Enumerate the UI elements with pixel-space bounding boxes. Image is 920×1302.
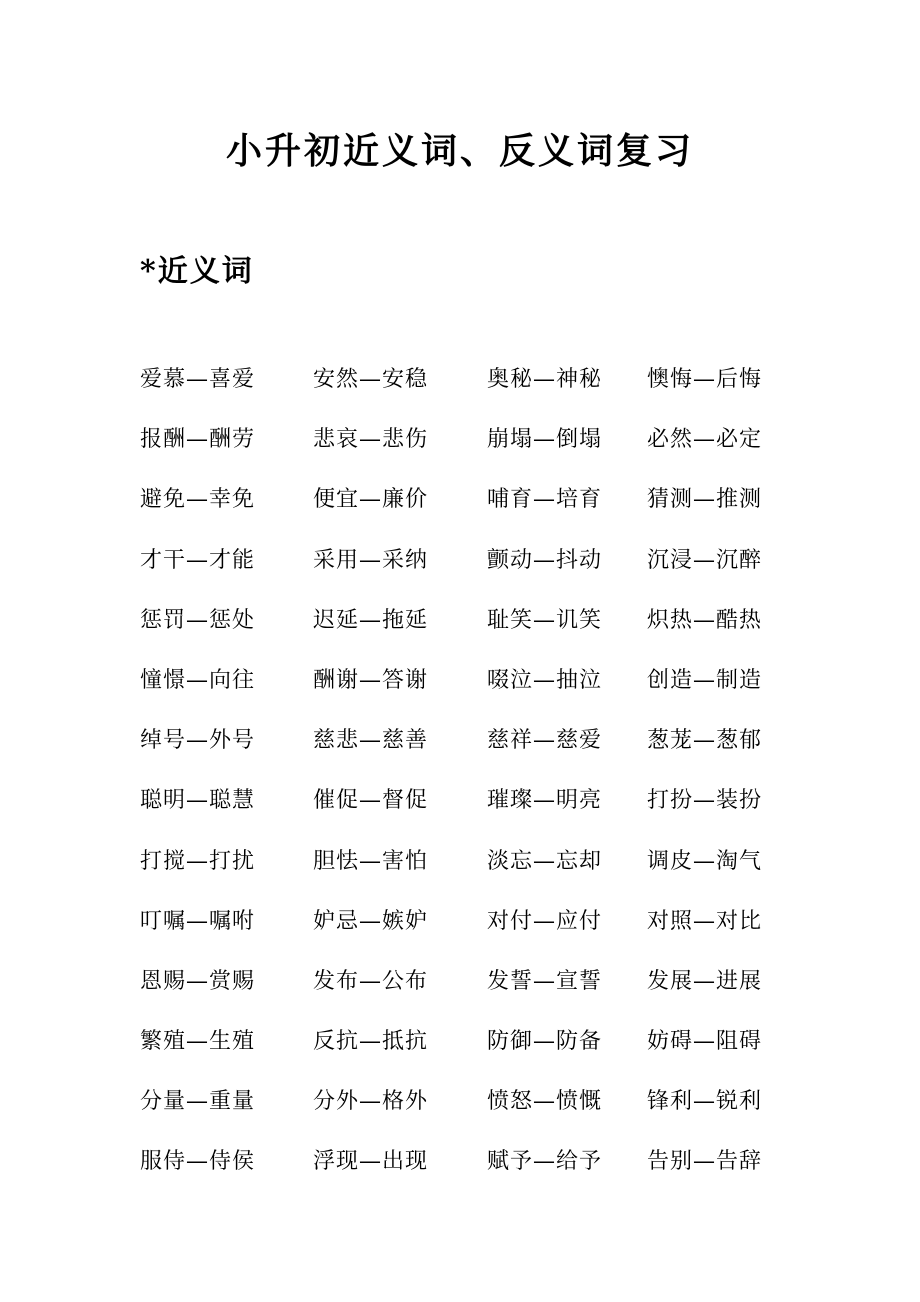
word-row — [140, 1082, 840, 1142]
word-row — [140, 842, 840, 902]
synonym-pair: 分外—格外 — [313, 1089, 429, 1115]
synonym-pair: 奥秘—神秘 — [487, 367, 603, 392]
synonym-pair: 愤怒—愤慨 — [487, 1089, 603, 1115]
synonym-pair: 悲哀—悲伤 — [313, 427, 429, 453]
synonym-pair: 防御—防备 — [487, 1029, 603, 1055]
synonym-pair: 服侍—侍侯 — [140, 1149, 256, 1175]
synonym-pair: 葱茏—葱郁 — [647, 728, 763, 754]
synonym-pair: 崩塌—倒塌 — [487, 427, 603, 453]
word-row — [140, 781, 840, 841]
synonym-pair: 必然—必定 — [647, 427, 763, 453]
synonym-pair: 恩赐—赏赐 — [140, 968, 256, 994]
synonym-pair: 猜测—推测 — [647, 487, 763, 513]
synonym-pair: 赋予—给予 — [487, 1149, 603, 1175]
synonym-pair: 惩罚—惩处 — [140, 607, 256, 633]
section-heading-synonyms: *近义词 — [140, 254, 254, 289]
synonym-pair: 锋利—锐利 — [647, 1089, 763, 1115]
synonym-pair: 炽热—酷热 — [647, 607, 763, 633]
synonym-pair: 报酬—酬劳 — [140, 427, 256, 453]
synonym-pair: 对付—应付 — [487, 908, 603, 934]
synonym-pair: 创造—制造 — [647, 667, 763, 693]
synonym-pair: 哺育—培育 — [487, 487, 603, 513]
synonym-pair: 慈祥—慈爱 — [487, 728, 603, 754]
word-row — [140, 721, 840, 781]
synonym-pair: 颤动—抖动 — [487, 547, 603, 573]
word-row — [140, 541, 840, 601]
synonym-pair: 反抗—抵抗 — [313, 1029, 429, 1055]
word-row — [140, 480, 840, 540]
synonym-pair: 浮现—出现 — [313, 1149, 429, 1175]
synonym-pair: 安然—安稳 — [313, 367, 429, 392]
synonym-pair: 爱慕—喜爱 — [140, 367, 256, 392]
word-row — [140, 661, 840, 721]
word-row — [140, 420, 840, 480]
word-row — [140, 601, 840, 661]
synonym-pair: 催促—督促 — [313, 788, 429, 814]
word-row — [140, 1022, 840, 1082]
synonym-pair: 繁殖—生殖 — [140, 1029, 256, 1055]
synonym-pair: 采用—采纳 — [313, 547, 429, 573]
synonym-pair: 啜泣—抽泣 — [487, 667, 603, 693]
synonym-pair: 酬谢—答谢 — [313, 667, 429, 693]
synonym-pair: 淡忘—忘却 — [487, 848, 603, 874]
synonym-pair: 聪明—聪慧 — [140, 788, 256, 814]
synonym-pair: 对照—对比 — [647, 908, 763, 934]
synonym-word-grid — [140, 360, 840, 1203]
synonym-pair: 避免—幸免 — [140, 487, 256, 513]
word-row — [140, 360, 840, 420]
page-title: 小升初近义词、反义词复习 — [225, 130, 694, 172]
synonym-pair: 沉浸—沉醉 — [647, 547, 763, 573]
synonym-pair: 迟延—拖延 — [313, 607, 429, 633]
synonym-pair: 分量—重量 — [140, 1089, 256, 1115]
synonym-pair: 打搅—打扰 — [140, 848, 256, 874]
word-row — [140, 1142, 840, 1202]
synonym-pair: 打扮—装扮 — [647, 788, 763, 814]
word-row — [140, 902, 840, 962]
synonym-pair: 绰号—外号 — [140, 728, 256, 754]
synonym-pair: 发誓—宣誓 — [487, 968, 603, 994]
synonym-pair: 胆怯—害怕 — [313, 848, 429, 874]
synonym-pair: 发展—进展 — [647, 968, 763, 994]
synonym-pair: 才干—才能 — [140, 547, 256, 573]
synonym-pair: 发布—公布 — [313, 968, 429, 994]
synonym-pair: 便宜—廉价 — [313, 487, 429, 513]
synonym-pair: 耻笑—讥笑 — [487, 607, 603, 633]
synonym-pair: 憧憬—向往 — [140, 667, 256, 693]
synonym-pair: 妒忌—嫉妒 — [313, 908, 429, 934]
synonym-pair: 懊悔—后悔 — [647, 367, 763, 392]
synonym-pair: 妨碍—阻碍 — [647, 1029, 763, 1055]
synonym-pair: 璀璨—明亮 — [487, 788, 603, 814]
synonym-pair: 调皮—淘气 — [647, 848, 763, 874]
word-row — [140, 962, 840, 1022]
synonym-pair: 告别—告辞 — [647, 1149, 763, 1175]
synonym-pair: 慈悲—慈善 — [313, 728, 429, 754]
synonym-pair: 叮嘱—嘱咐 — [140, 908, 256, 934]
